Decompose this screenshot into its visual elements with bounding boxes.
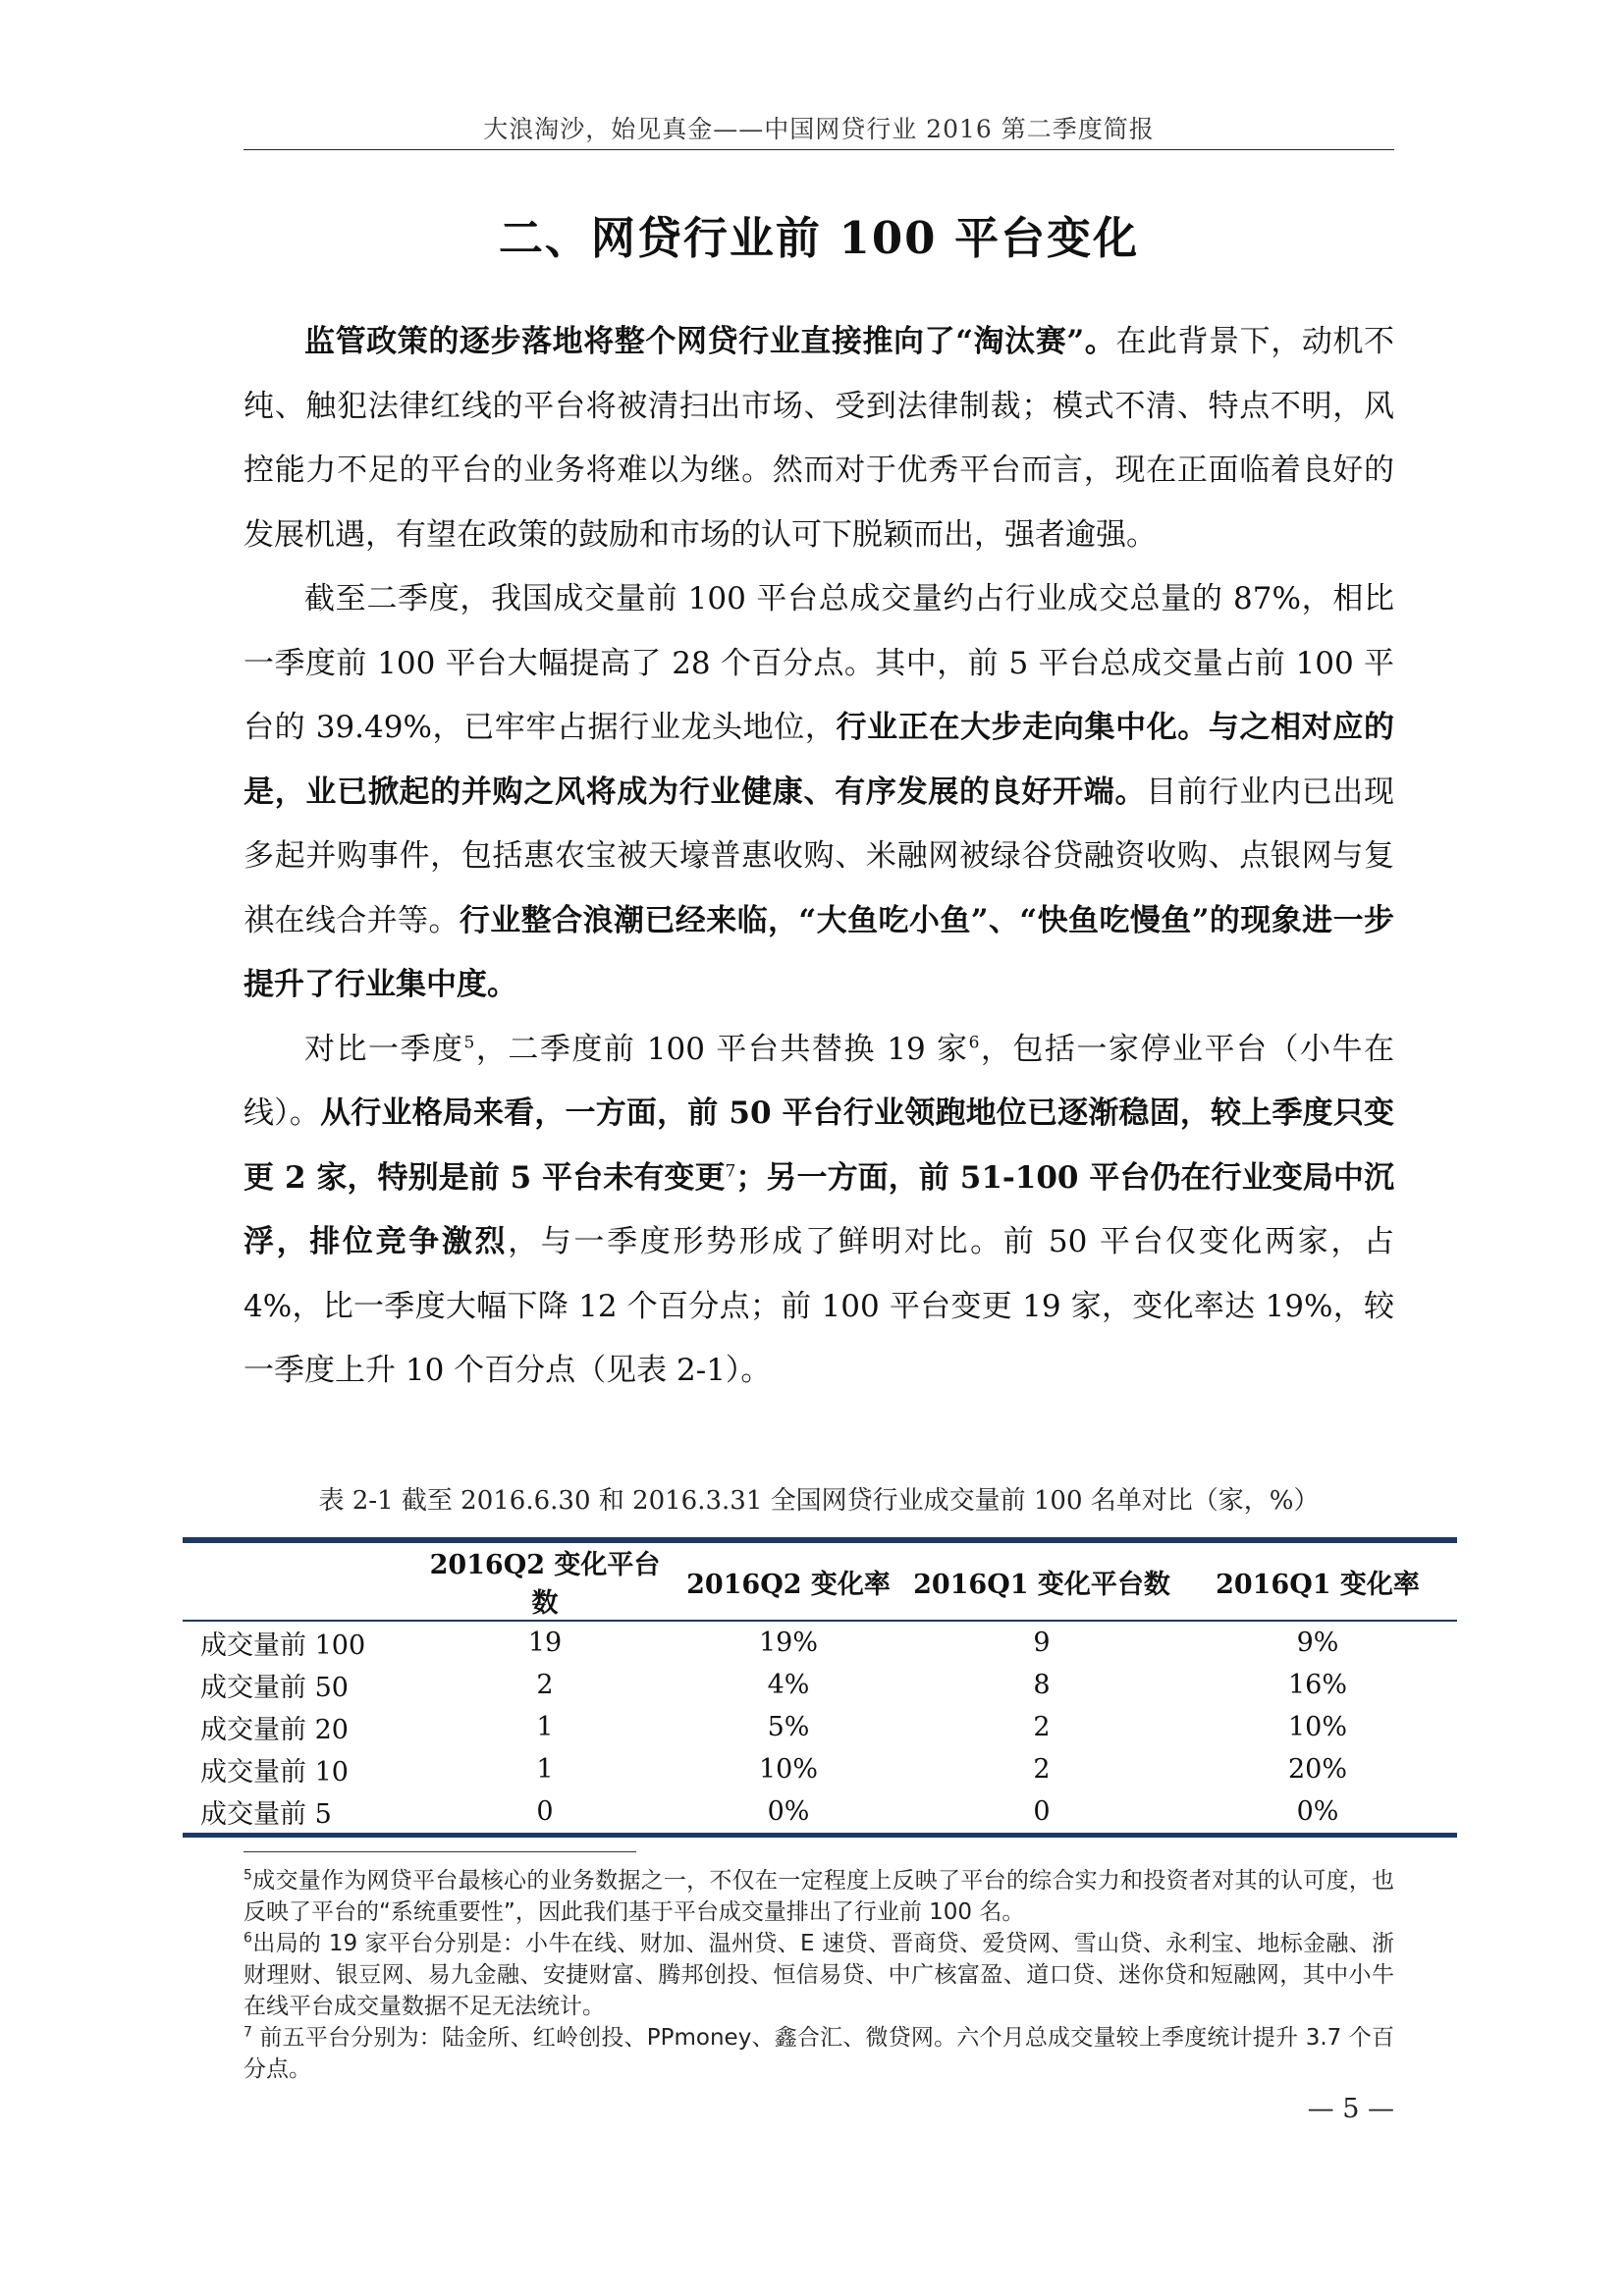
table-cell: 16% [1287, 1670, 1347, 1700]
table-cell: 1 [536, 1712, 554, 1742]
table-cell: 8 [1033, 1670, 1051, 1700]
page-number: — 5 — [1307, 2094, 1394, 2124]
footnote-text: 前五平台分别为：陆金所、红岭创投、PPmoney、鑫合汇、微贷网。六个月总成交量较上季度统计提升 3.7 个百分点。 [244, 2025, 1394, 2082]
paragraph-3-text-1: 对比一季度 [304, 1031, 464, 1067]
header-rule [244, 149, 1394, 150]
paragraph-3-bold-2: ；另一方面，前 51-100 平台仍在行业变局中沉浮，排位竞争激烈 [244, 1159, 1394, 1259]
footnote-5 [244, 1865, 1394, 1928]
table-cell: 5% [767, 1712, 810, 1742]
table-row [183, 1621, 1457, 1664]
table-header-row [183, 1540, 1457, 1621]
table-cell: 1 [536, 1754, 554, 1785]
paragraph-3-text-4: ，与一季度形势形成了鲜明对比。前 50 平台仅变化两家，占 4%，比一季度大幅下降 12 个百分点；前 100 平台变更 19 家，变化率达 19%，较一季度上升 10 个百分点（见表 2-1）。 [244, 1224, 1394, 1388]
paragraph-1-bold: 监管政策的逐步落地将整个网贷行业直接推向了“淘汰赛”。 [304, 324, 1116, 359]
footnote-7 [244, 2022, 1394, 2085]
paragraph-3-bold-1: 从行业格局来看，一方面，前 50 平台行业领跑地位已逐渐稳固，较上季度只变更 2 家，特别是前 5 平台未有变更 [244, 1095, 1395, 1196]
table-row [183, 1664, 1457, 1706]
table-cell: 2 [1033, 1754, 1051, 1785]
table-row-label: 成交量前 5 [200, 1799, 332, 1830]
table-cell: 2 [1033, 1712, 1051, 1742]
table-cell: 4% [767, 1670, 810, 1700]
comparison-table [183, 1537, 1457, 1838]
table-cell: 0 [536, 1796, 554, 1827]
table-caption: 表 2-1 截至 2016.6.30 和 2016.3.31 全国网贷行业成交量前 100 名单对比（家，%） [318, 1486, 1320, 1516]
table-header-cell: 2016Q2 变化率 [686, 1569, 891, 1600]
table-header-cell: 2016Q1 变化平台数 [913, 1569, 1170, 1600]
footnote-6 [244, 1928, 1394, 2022]
footnote-rule [244, 1851, 636, 1852]
table-cell: 10% [758, 1754, 818, 1785]
table-row-label: 成交量前 50 [200, 1673, 349, 1703]
paragraph-3 [244, 1018, 1394, 1404]
table-cell: 9 [1033, 1628, 1051, 1658]
table-cell: 20% [1287, 1754, 1347, 1785]
footnote-ref-5[interactable]: 5 [463, 1033, 475, 1053]
footnotes [244, 1865, 1394, 2085]
paragraph-1-text: 在此背景下，动机不纯、触犯法律红线的平台将被清扫出市场、受到法律制裁；模式不清、特点不明，风控能力不足的平台的业务将难以为继。然而对于优秀平台而言，现在正面临着良好的发展机遇，有望在政策的鼓励和市场的认可下脱颖而出，强者逾强。 [244, 324, 1394, 553]
table-header-cell [183, 1540, 418, 1621]
paragraph-1 [244, 310, 1394, 567]
table-cell: 10% [1287, 1712, 1347, 1742]
table-row [183, 1748, 1457, 1790]
footnote-mark: 6 [244, 1930, 252, 1947]
table-cell: 2 [536, 1670, 554, 1700]
table-cell: 19 [527, 1628, 563, 1658]
table-row [183, 1790, 1457, 1836]
table-cell: 0% [767, 1796, 810, 1827]
table-row-label: 成交量前 20 [200, 1715, 349, 1745]
table-cell: 9% [1296, 1628, 1339, 1658]
footnote-text: 出局的 19 家平台分别是：小牛在线、财加、温州贷、E 速贷、晋商贷、爱贷网、雪山贷、永利宝、地标金融、浙财理财、银豆网、易九金融、安捷财富、腾邦创投、恒信易贷、中广核富盈、道口贷、迷你贷和短融网，其中小牛在线平台成交量数据不足无法统计。 [244, 1931, 1394, 2019]
paragraph-2-text-2: 目前行业内已出现多起并购事件，包括惠农宝被天壕普惠收购、米融网被绿谷贷融资收购、点银网与复祺在线合并等。 [244, 774, 1395, 938]
paragraph-2-bold-1: 行业正在大步走向集中化。与之相对应的是，业已掀起的并购之风将成为行业健康、有序发展的良好开端。 [244, 710, 1394, 810]
footnote-ref-6[interactable]: 6 [968, 1033, 980, 1053]
table-row-label: 成交量前 100 [200, 1630, 366, 1661]
table-cell: 19% [758, 1628, 818, 1658]
table-row-label: 成交量前 10 [200, 1757, 349, 1788]
table-cell: 0% [1296, 1796, 1339, 1827]
running-header: 大浪淘沙，始见真金——中国网贷行业 2016 第二季度简报 [483, 115, 1155, 143]
paragraph-3-text-3: ，包括一家停业平台（小牛在线）。 [244, 1031, 1395, 1131]
paragraph-2-bold-2: 行业整合浪潮已经来临，“大鱼吃小鱼”、“快鱼吃慢鱼”的现象进一步提升了行业集中度。 [244, 902, 1394, 1002]
footnote-text: 成交量作为网贷平台最核心的业务数据之一，不仅在一定程度上反映了平台的综合实力和投资者对其的认可度，也反映了平台的“系统重要性”，因此我们基于平台成交量排出了行业前 100 名。 [244, 1868, 1394, 1925]
paragraph-3-text-2: ，二季度前 100 平台共替换 19 家 [474, 1031, 969, 1067]
body-text [244, 310, 1394, 1404]
table-header-cell: 2016Q1 变化率 [1216, 1569, 1420, 1600]
footnote-mark: 5 [244, 1867, 252, 1884]
section-title: 二、网贷行业前 100 平台变化 [498, 212, 1140, 264]
table-header-cell: 2016Q2 变化平台数 [429, 1550, 661, 1619]
paragraph-2 [244, 567, 1394, 1018]
table-cell: 0 [1033, 1796, 1051, 1827]
table-row [183, 1706, 1457, 1748]
paragraph-2-text-1: 截至二季度，我国成交量前 100 平台总成交量约占行业成交总量的 87%，相比一季度前 100 平台大幅提高了 28 个百分点。其中，前 5 平台总成交量占前 100 平台的 39.49%，已牢牢占据行业龙头地位， [244, 581, 1394, 745]
footnote-ref-7[interactable]: 7 [725, 1161, 736, 1182]
footnote-mark: 7 [244, 2024, 252, 2041]
